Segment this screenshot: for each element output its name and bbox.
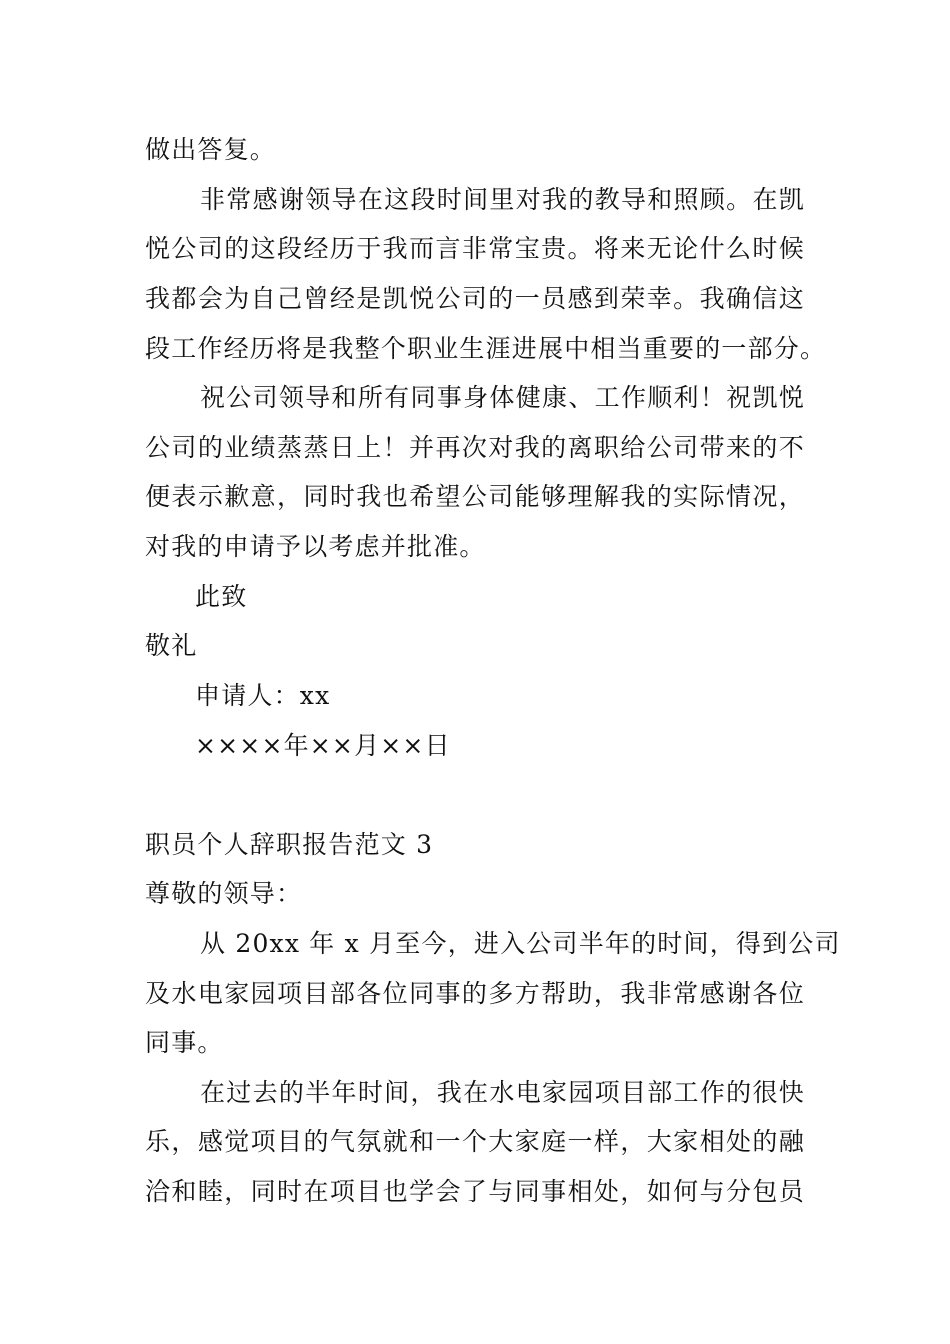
text-line: 公司的业绩蒸蒸日上！并再次对我的离职给公司带来的不 <box>145 433 805 462</box>
text-line: 乐，感觉项目的气氛就和一个大家庭一样，大家相处的融 <box>145 1127 805 1156</box>
letter-date: ××××年××月××日 <box>195 731 451 760</box>
section-title: 职员个人辞职报告范文 3 <box>145 830 434 859</box>
text-line: 非常感谢领导在这段时间里对我的教导和照顾。在凯 <box>200 185 805 214</box>
closing-regards: 敬礼 <box>145 631 198 660</box>
text-line: 在过去的半年时间，我在水电家园项目部工作的很快 <box>200 1078 805 1107</box>
text-line: 悦公司的这段经历于我而言非常宝贵。将来无论什么时候 <box>145 234 805 263</box>
applicant-name: 申请人：xx <box>195 681 331 710</box>
letter-greeting: 尊敬的领导： <box>145 879 303 908</box>
text-line: 从 20xx 年 x 月至今，进入公司半年的时间，得到公司 <box>200 929 841 958</box>
text-line: 对我的申请予以考虑并批准。 <box>145 532 486 561</box>
closing-salutation: 此致 <box>195 582 248 611</box>
text-line: 祝公司领导和所有同事身体健康、工作顺利！祝凯悦 <box>200 383 805 412</box>
text-line: 我都会为自己曾经是凯悦公司的一员感到荣幸。我确信这 <box>145 284 805 313</box>
text-line: 段工作经历将是我整个职业生涯进展中相当重要的一部分。 <box>145 334 827 363</box>
text-line: 同事。 <box>145 1028 224 1057</box>
text-line: 及水电家园项目部各位同事的多方帮助，我非常感谢各位 <box>145 979 805 1008</box>
text-line: 洽和睦，同时在项目也学会了与同事相处，如何与分包员 <box>145 1177 805 1206</box>
text-line: 做出答复。 <box>145 135 277 164</box>
text-line: 便表示歉意，同时我也希望公司能够理解我的实际情况， <box>145 482 805 511</box>
